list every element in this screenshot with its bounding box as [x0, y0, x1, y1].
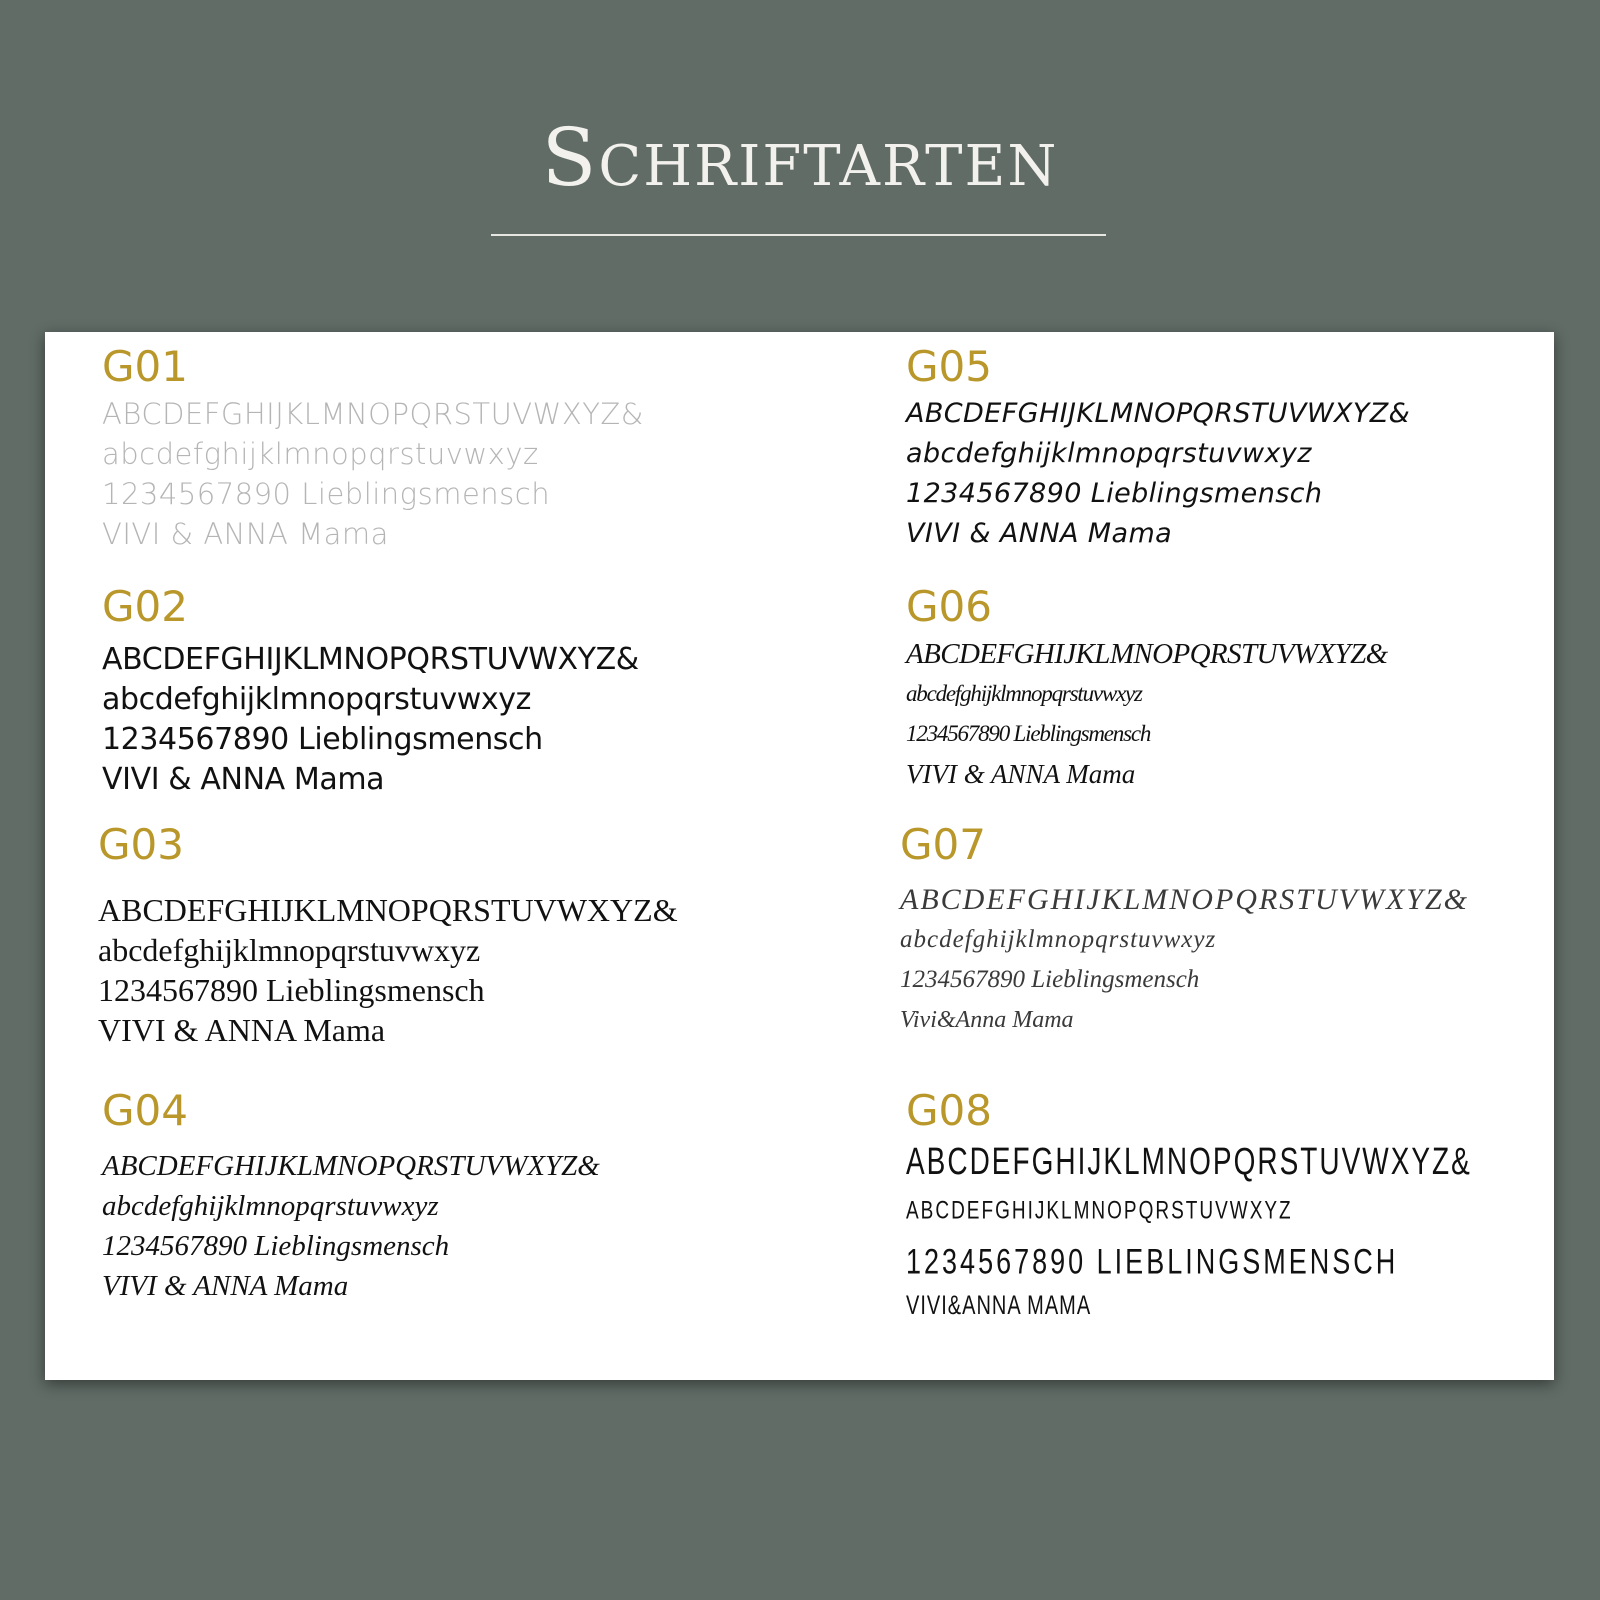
font-code: G03 [98, 820, 184, 869]
sample-names: VIVI & ANNA Mama [98, 1012, 386, 1048]
sample-digits-word: 1234567890 Lieblingsmensch [906, 721, 1151, 746]
sample-uppercase: ABCDEFGHIJKLMNOPQRSTUVWXYZ& [900, 883, 1469, 916]
font-sample-g06 [906, 582, 1388, 794]
sample-names: VIVI & ANNA Mama [102, 1270, 349, 1302]
font-sample-card [45, 332, 1554, 1380]
sample-names: VIVI & ANNA Mama [102, 517, 389, 551]
font-sample-g07 [900, 820, 1469, 1040]
font-sample-g02 [102, 582, 639, 800]
font-sample-g05 [906, 342, 1411, 554]
sample-uppercase: ABCDEFGHIJKLMNOPQRSTUVWXYZ& [102, 1150, 600, 1182]
font-sample-g08 [906, 1086, 1472, 1328]
sample-uppercase: ABCDEFGHIJKLMNOPQRSTUVWXYZ& [906, 398, 1411, 429]
sample-names: VIVI & ANNA Mama [102, 762, 385, 797]
font-sample-g03 [98, 820, 678, 1050]
sample-uppercase: ABCDEFGHIJKLMNOPQRSTUVWXYZ& [98, 892, 678, 928]
sample-lowercase: abcdefghijklmnopqrstuvwxyz [102, 682, 531, 717]
sample-digits-word: 1234567890 Lieblingsmensch [98, 972, 485, 1008]
sample-lowercase: abcdefghijklmnopqrstuvwxyz [102, 1190, 439, 1222]
font-code: G01 [102, 342, 188, 391]
sample-digits-word: 1234567890 LIEBLINGSMENSCH [906, 1242, 1399, 1282]
title-divider [491, 234, 1106, 236]
page-title: Schriftarten [541, 111, 1059, 204]
sample-names: VIVI&ANNA MAMA [906, 1291, 1092, 1321]
sample-lowercase: abcdefghijklmnopqrstuvwxyz [900, 926, 1217, 953]
sample-names: VIVI & ANNA Mama [906, 518, 1173, 549]
font-code: G05 [906, 342, 992, 391]
sample-names: VIVI & ANNA Mama [906, 759, 1136, 789]
sample-digits-word: 1234567890 Lieblingsmensch [102, 477, 551, 511]
sample-lowercase: abcdefghijklmnopqrstuvwxyz [98, 932, 481, 968]
sample-digits-word: 1234567890 Lieblingsmensch [906, 478, 1323, 509]
sample-lowercase: abcdefghijklmnopqrstuvwxyz [102, 437, 539, 471]
font-sample-g04 [102, 1086, 600, 1306]
sample-uppercase: ABCDEFGHIJKLMNOPQRSTUVWXYZ& [102, 642, 639, 677]
sample-lowercase: abcdefghijklmnopqrstuvwxyz [906, 438, 1312, 469]
sample-lowercase: abcdefghijklmnopqrstuvwxyz [906, 681, 1142, 706]
font-code: G08 [906, 1086, 992, 1135]
sample-digits-word: 1234567890 Lieblingsmensch [900, 966, 1200, 993]
font-code: G04 [102, 1086, 188, 1135]
font-sample-g01 [102, 342, 644, 554]
sample-small-caps: ABCDEFGHIJKLMNOPQRSTUVWXYZ [906, 1197, 1293, 1225]
sample-names: Vivi&Anna Mama [900, 1007, 1074, 1033]
sample-digits-word: 1234567890 Lieblingsmensch [102, 722, 543, 757]
sample-uppercase: ABCDEFGHIJKLMNOPQRSTUVWXYZ& [906, 638, 1388, 670]
sample-uppercase: ABCDEFGHIJKLMNOPQRSTUVWXYZ& [102, 397, 644, 431]
sample-digits-word: 1234567890 Lieblingsmensch [102, 1230, 450, 1262]
sample-uppercase: ABCDEFGHIJKLMNOPQRSTUVWXYZ& [906, 1140, 1472, 1183]
font-code: G07 [900, 820, 986, 869]
font-code: G02 [102, 582, 188, 631]
font-code: G06 [906, 582, 992, 631]
